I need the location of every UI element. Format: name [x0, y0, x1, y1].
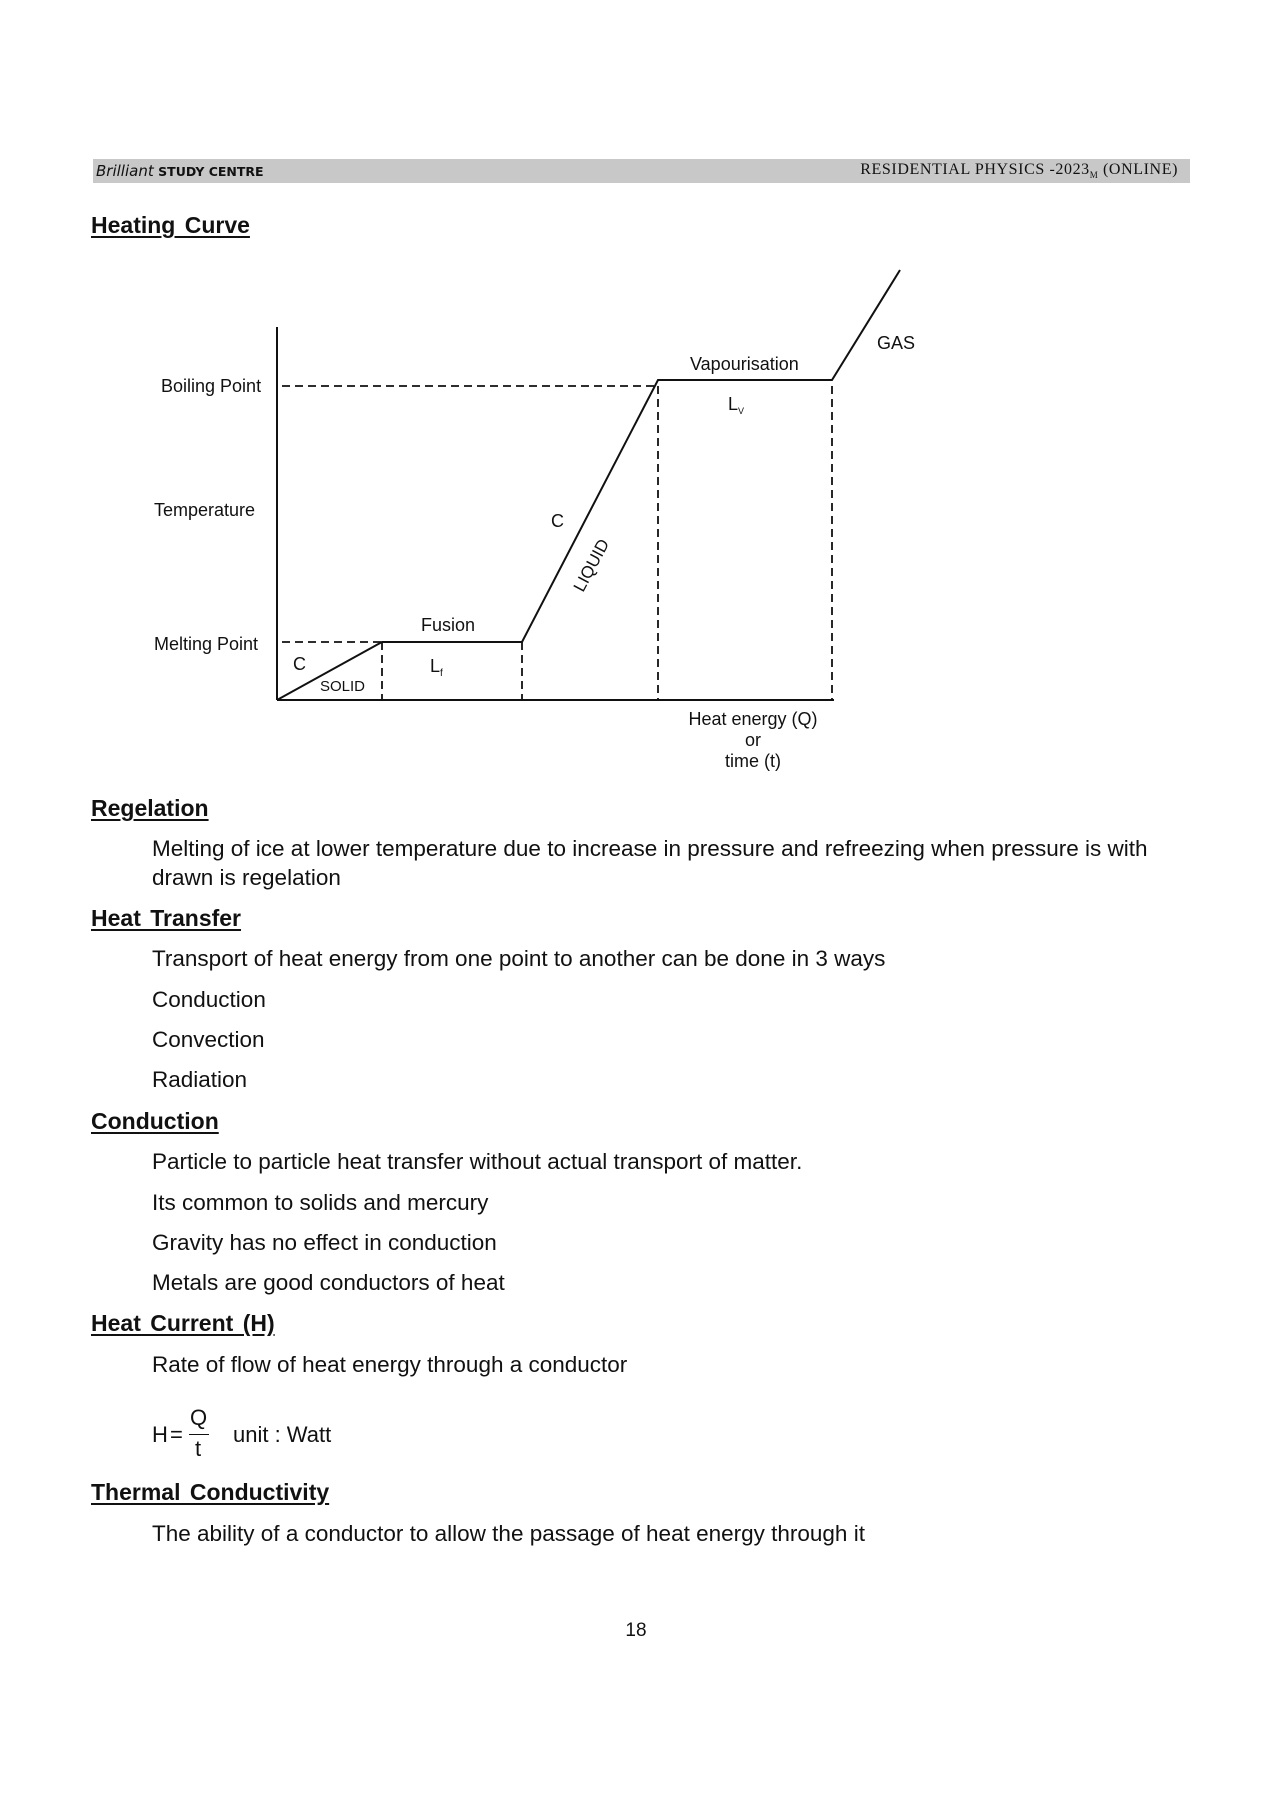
page-number: 18 [625, 1620, 647, 1641]
x-label-heat-energy: Heat energy (Q) [688, 709, 818, 729]
heading-thermal-conductivity: Thermal Conductivity [91, 1479, 330, 1505]
heat-current-formula [152, 1405, 352, 1465]
list-item: Conduction [152, 987, 266, 1012]
label-melting-point: Melting Point [154, 634, 259, 654]
label-lf: $L_f$ [430, 656, 443, 679]
heading-regelation: Regelation [91, 795, 209, 821]
heat-current-text: Rate of flow of heat energy through a conductor [152, 1352, 628, 1377]
label-fusion: Fusion [421, 615, 476, 635]
formula-numerator: Q [190, 1405, 208, 1430]
label-liquid: LIQUID [569, 535, 614, 595]
thermal-conductivity-text: The ability of a conductor to allow the passage of heat energy through it [152, 1521, 865, 1546]
label-gas: GAS [877, 333, 916, 353]
label-boiling-point: Boiling Point [161, 376, 262, 396]
dashed-guides [282, 386, 832, 700]
formula-lhs: H [152, 1422, 168, 1447]
label-temperature: Temperature [154, 500, 256, 520]
list-item: Its common to solids and mercury [152, 1190, 489, 1215]
formula-denominator: t [195, 1436, 202, 1461]
formula-unit: unit : Watt [233, 1422, 332, 1447]
course-sub: M [1089, 170, 1099, 181]
heating-curve-line [277, 270, 900, 700]
list-item: Particle to particle heat transfer without actual transport of matter. [152, 1149, 803, 1174]
course-mode: (ONLINE) [1103, 161, 1178, 179]
label-lv: $L_V$ [728, 394, 745, 416]
brand-name: Brilliant [96, 162, 154, 180]
label-solid-c: C [293, 654, 306, 674]
regelation-text: Melting of ice at lower temperature due to increase in pressure and refreezing when pressure is with drawn is regelation [152, 836, 1148, 890]
formula-equals: = [170, 1422, 183, 1447]
x-label-time: time (t) [725, 751, 781, 771]
list-item: Gravity has no effect in conduction [152, 1230, 497, 1255]
heading-heat-transfer: Heat Transfer [91, 905, 242, 931]
label-solid: SOLID [320, 678, 366, 695]
fraction-bar [189, 1434, 209, 1435]
list-item: Convection [152, 1027, 265, 1052]
heating-curve-diagram [0, 0, 1272, 800]
heat-transfer-intro: Transport of heat energy from one point to another can be done in 3 ways [152, 946, 886, 971]
x-label-or: or [744, 730, 762, 750]
heading-heat-current: Heat Current (H) [91, 1310, 275, 1336]
heading-conduction: Conduction [91, 1108, 219, 1134]
list-item: Radiation [152, 1067, 248, 1092]
label-vapourisation: Vapourisation [690, 354, 799, 374]
list-item: Metals are good conductors of heat [152, 1270, 505, 1295]
heading-heating-curve: Heating Curve [91, 212, 250, 238]
brand-centre: STUDY CENTRE [158, 164, 264, 179]
label-liquid-c: C [551, 511, 564, 531]
course-title: RESIDENTIAL PHYSICS -2023 [860, 161, 1090, 179]
